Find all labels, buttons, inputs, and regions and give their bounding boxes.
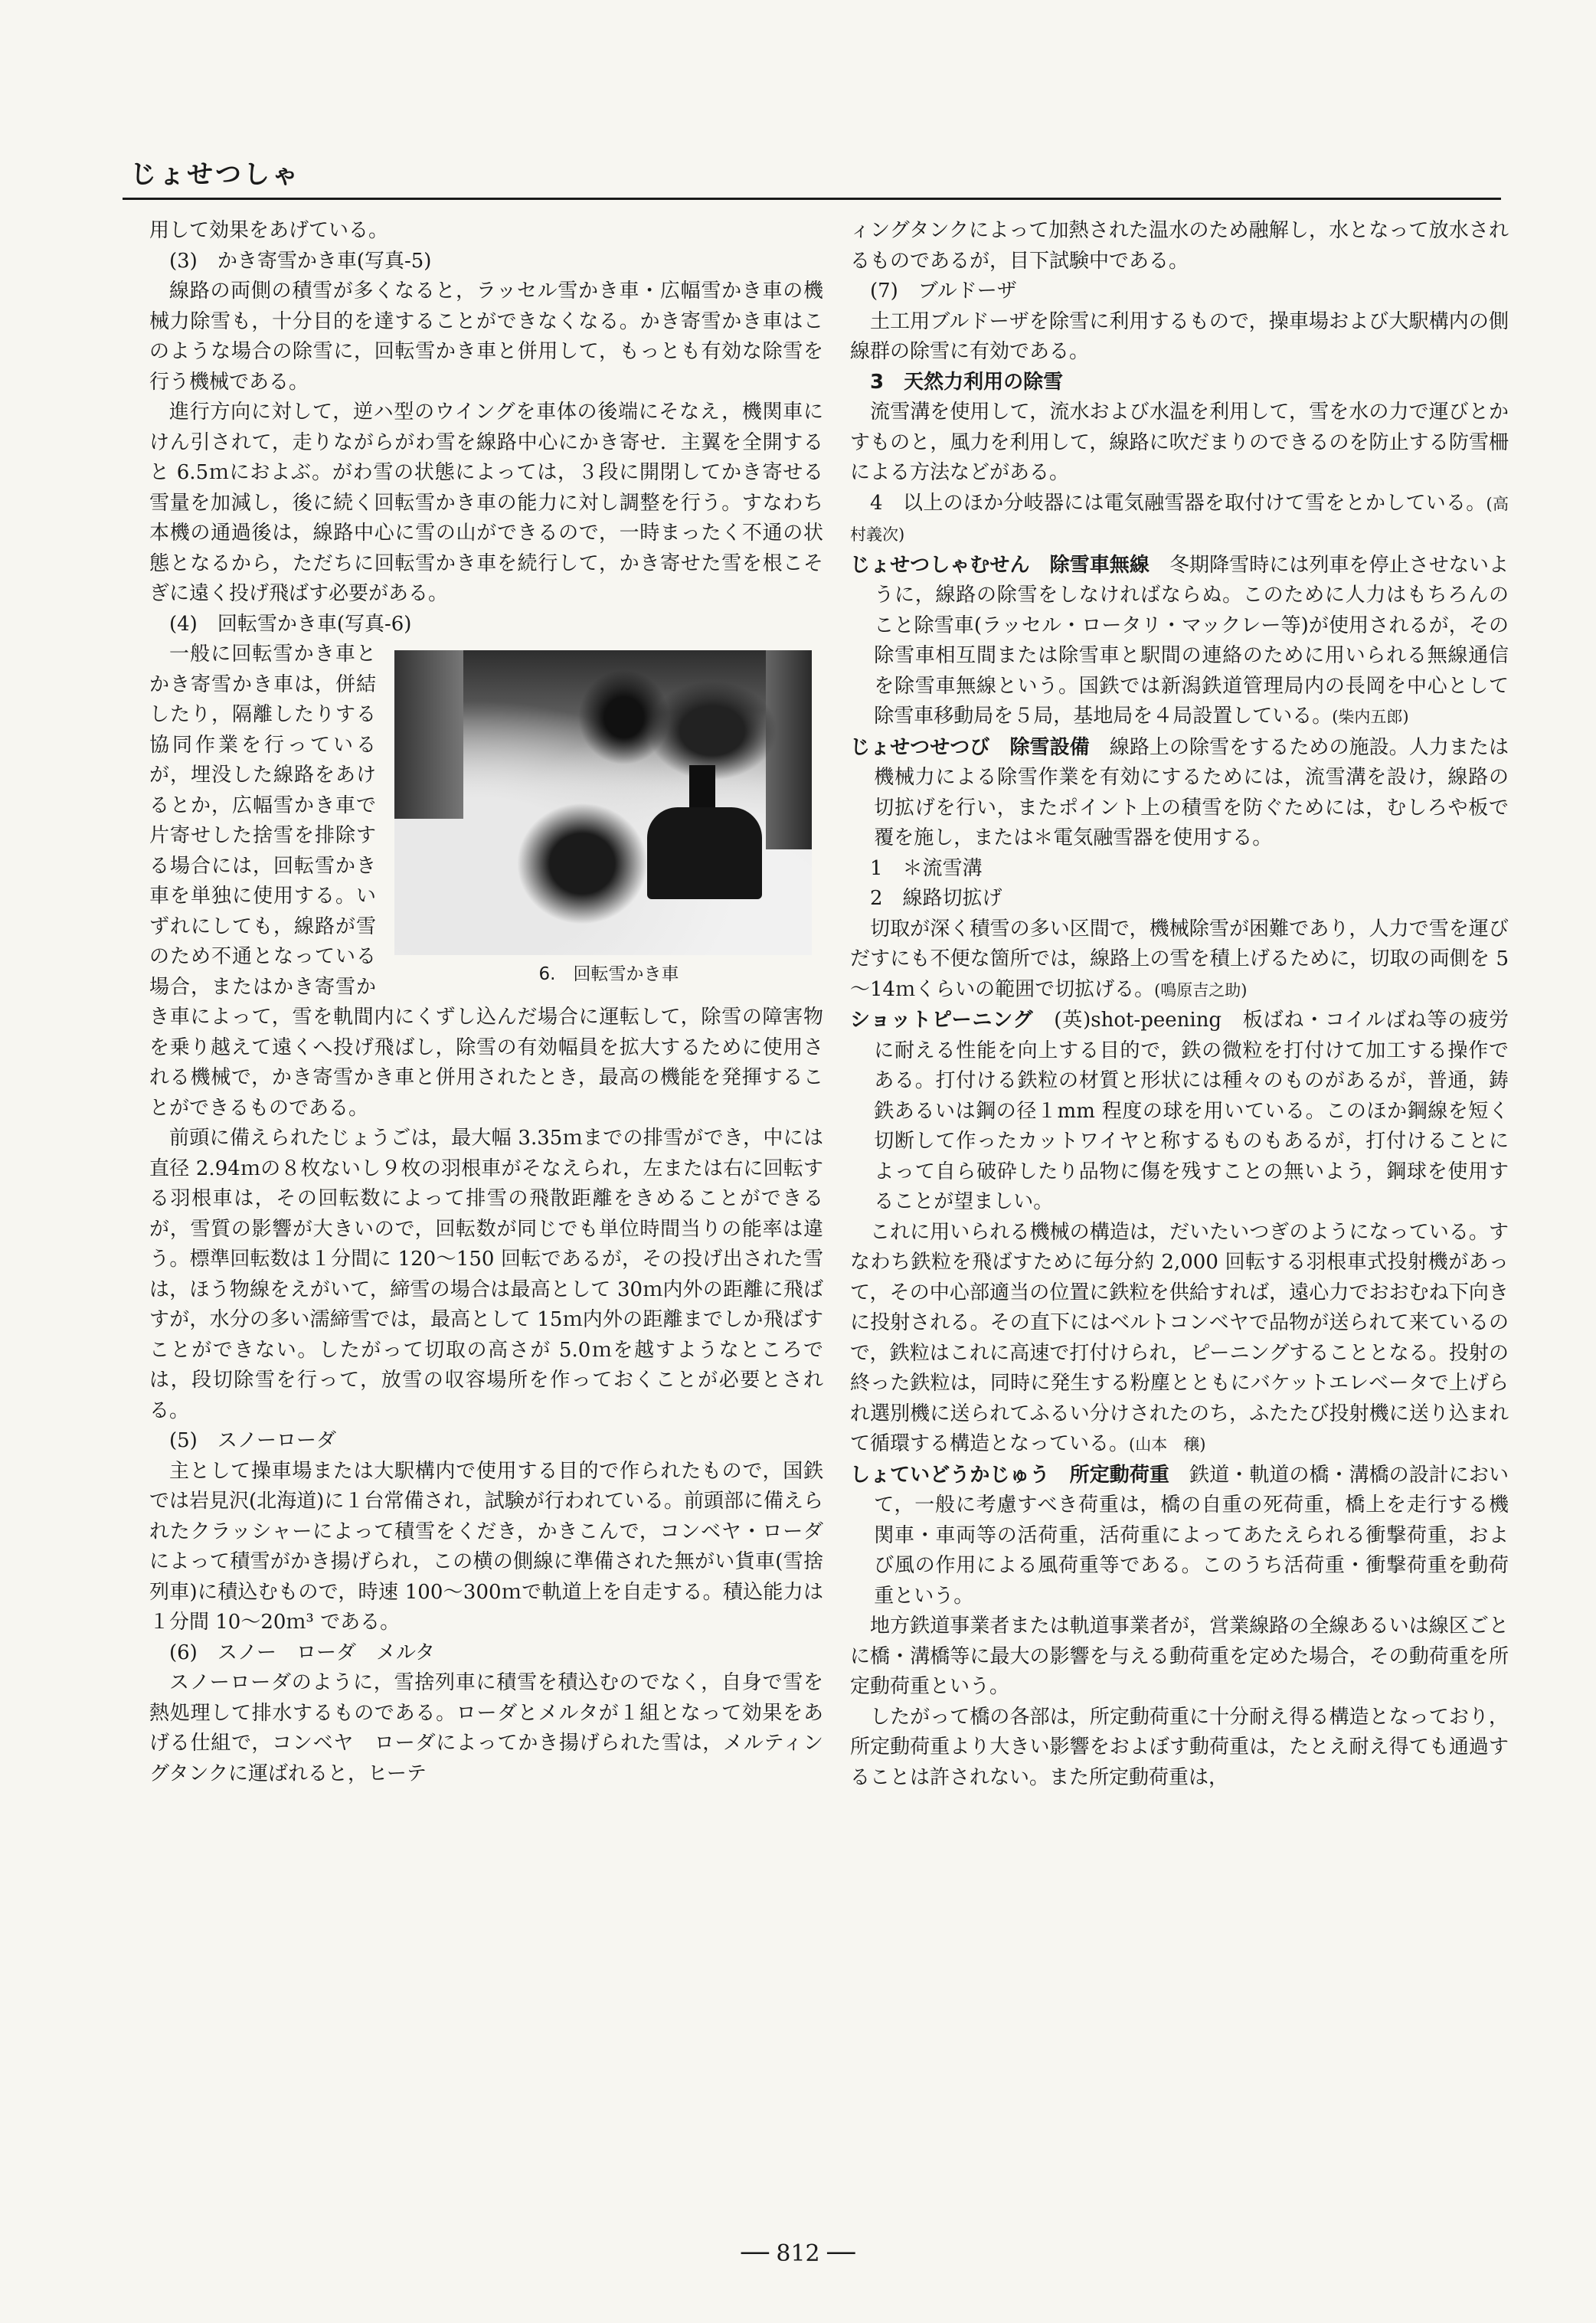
dictionary-entry bbox=[850, 1006, 1509, 1218]
author-credit: (山本 穣) bbox=[1129, 1435, 1206, 1454]
entry-text: 線路上の除雪をするための施設。人力または機械力による除雪作業を有効にするためには，流雪溝を設け，線路の切拡げを行い，またポイント上の積雪を防ぐためには，むしろや板で覆を施し，または＊電気融雪器を使用する。 bbox=[874, 735, 1509, 849]
subsection-heading: (7) ブルドーザ bbox=[870, 280, 1017, 303]
subsection-heading: (6) スノー ローダ メルタ bbox=[169, 1641, 436, 1664]
entry-text: 冬期降雪時には列車を停止させないように，線路の除雪をしなければならぬ。このために人力はもちろんのこと除雪車(ラッセル・ロータリ・マックレー等)が使用されるが，その除雪車相互間または除雪車と駅間の連絡のために用いられる無線通信を除雪車無線という。国鉄では新潟鉄道管理局内の長岡を中心として除雪車移動局を５局，基地局を４局設置している。 bbox=[874, 553, 1509, 728]
running-header: じょせつしゃ bbox=[130, 159, 300, 190]
paragraph: 土工用ブルドーザを除雪に利用するもので，操車場および大駅構内の側線群の除雪に有効である。 bbox=[850, 309, 1509, 363]
paragraph: 進行方向に対して，逆ハ型のウイングを車体の後端にそなえ，機関車にけん引されて，走りながらがわ雪を線路中心にかき寄せ．主翼を全開すると 6.5ｍにおよぶ。がわ雪の状態によっては，３段に開閉してかき寄せる雪量を加減し，後に続く回転雪かき車の能力に対し調整を行う。すなわち本機の通過後は，線路中心に雪の山ができるので，一時まったく不通の状態となるから，ただちに回転雪かき車を続行して，かき寄せた雪を根こそぎに遠く投げ飛ばす必要がある。 bbox=[149, 401, 823, 605]
paragraph: 主として操車場または大駅構内で使用する目的で作られたもので，国鉄では岩見沢(北海道)に１台常備され，試験が行われている。前頭部に備えられたクラッシャーによって積雪をくだき，かきこんで，コンベヤ・ローダによって積雪がかき揚げられ，この横の側線に準備された無がい貨車(雪捨列車)に積込むもので，時速 100～300ｍで軌道上を自走する。積込能力は１分間 10～20ｍ³ である。 bbox=[149, 1459, 823, 1634]
paragraph: 地方鉄道事業者または軌道事業者が，営業線路の全線あるいは線区ごとに橋・溝橋等に最大の影響を与える動荷重を定めた場合，その動荷重を所定動荷重という。 bbox=[850, 1615, 1509, 1698]
paragraph: ィングタンクによって加熱された温水のため融解し，水となって放水されるものであるが，目下試験中である。 bbox=[850, 219, 1509, 273]
author-credit: (柴内五郎) bbox=[1332, 708, 1409, 726]
dictionary-entry bbox=[850, 1461, 1509, 1612]
entry-english: (英)shot-peening bbox=[1054, 1009, 1222, 1032]
paragraph: 流雪溝を使用して，流水および水温を利用して，雪を水の力で運びとかすものと，風力を利用して，線路に吹だまりのできるのを防止する防雪柵による方法などがある。 bbox=[850, 401, 1509, 484]
subsection-heading: (4) 回転雪かき車(写真-6) bbox=[169, 612, 412, 636]
entry-kana: じょせつせつび bbox=[850, 735, 990, 759]
list-item: 1 ＊流雪溝 bbox=[870, 856, 983, 880]
paragraph: 前頭に備えられたじょうごは，最大幅 3.35ｍまでの排雪ができ，中には直径 2.94ｍの８枚ないし９枚の羽根車がそなえられ，左または右に回転する羽根車は，その回転数によって排雪の飛散距離をきめることができるが，雪質の影響が大きいので，回転数が同じでも単位時間当りの能率は違う。標準回転数は１分間に 120～150 回転であるが，その投げ出された雪は，ほう物線をえがいて，締雪の場合は最高として 30ｍ内外の距離に飛ばすが，水分の多い濡締雪では，最高として 15ｍ内外の距離までしか飛ばすことができない。したがって切取の高さが 5.0ｍを越すようなところでは，段切除雪を行って，放雪の収容場所を作っておくことが必要とされる。 bbox=[149, 1127, 823, 1422]
rotary-snowplow-photo bbox=[394, 650, 812, 955]
paragraph: したがって橋の各部は，所定動荷重に十分耐え得る構造となっており，所定動荷重より大きい影響をおよぼす動荷重は，たとえ耐え得ても通過することは許されない。また所定動荷重は， bbox=[850, 1705, 1509, 1789]
paragraph-text: 4 以上のほか分岐器には電気融雪器を取付けて雪をとかしている。 bbox=[870, 491, 1486, 515]
entry-kana: しょていどうかじゅう bbox=[850, 1463, 1050, 1487]
right-column bbox=[850, 216, 1509, 1793]
paragraph: 用して効果をあげている。 bbox=[149, 219, 389, 242]
photo-figure bbox=[394, 650, 823, 990]
page-number: ── 812 ── bbox=[741, 2240, 855, 2267]
author-credit: (高村義次) bbox=[850, 494, 1509, 544]
entry-kanji: 所定動荷重 bbox=[1069, 1463, 1169, 1487]
paragraph bbox=[850, 1218, 1509, 1461]
photo-caption: 6. 回転雪かき車 bbox=[538, 964, 679, 984]
entry-kanji: 除雪設備 bbox=[1009, 735, 1090, 759]
paragraph bbox=[850, 489, 1509, 551]
author-credit: (鳴原吉之助) bbox=[1154, 980, 1248, 1000]
entry-kana: じょせつしゃむせん bbox=[850, 553, 1030, 577]
section-heading: 3 天然力利用の除雪 bbox=[870, 370, 1064, 394]
entry-kana: ショットピーニング bbox=[850, 1009, 1034, 1032]
entry-text: 板ばね・コイルばね等の疲労に耐える性能を向上する目的で，鉄の微粒を打付けて加工する操作である。打付ける鉄粒の材質と形状には種々のものがあるが，普通，鋳鉄あるいは鋼の径１mm 程度の球を用いている。このほか鋼線を短く切断して作ったカットワイヤと称するものもあるが，打付けることによって自ら破砕したり品物に傷を残すことの無いよう，鋼球を使用することが望ましい。 bbox=[874, 1009, 1509, 1213]
paragraph: 一般に回転雪かき車とかき寄雪かき車は，併結したり，隔離したりする協同作業を行っているが，埋没した線路をあけるとか，広幅雪かき車で片寄せした捨雪を排除する場合には，回転雪かき車を単独に使用する。いずれにしても，線路が雪のため不通となっている場合，またはかき寄雪かき車によって，雪を軌間内にくずし込んだ場合に運転して，除雪の障害物を乗り越えて遠くへ投げ飛ばし，除雪の有効幅員を拡大するために使用される機械で，かき寄雪かき車と併用されたとき，最高の機能を発揮することができるものである。 bbox=[149, 643, 823, 1120]
paragraph-text: これに用いられる機械の構造は，だいたいつぎのようになっている。すなわち鉄粒を飛ばすために毎分約 2,000 回転する羽根車式投射機があって，その中心部適当の位置に鉄粒を供給すれば，遠心力でおおむね下向きに投射される。その直下にはベルトコンベヤで品物が送られて来ているので，鉄粒はこれに高速で打付けられ，ピーニングすることとなる。投射の終った鉄粒は，同時に発生する粉塵とともにバケットエレベータで上げられ選別機に送られてふるい分けされたのち，ふたたび投射機に送り込まれて循環する構造となっている。 bbox=[850, 1220, 1509, 1455]
dictionary-entry bbox=[850, 551, 1509, 733]
list-item: 2 線路切拡げ bbox=[870, 887, 1002, 910]
entry-text: 鉄道・軌道の橋・溝橋の設計において，一般に考慮すべき荷重は，橋の自重の死荷重，橋上を走行する機関車・車両等の活荷重，活荷重によってあたえられる衝撃荷重，および風の作用による風荷重等である。このうち活荷重・衝撃荷重を動荷重という。 bbox=[874, 1463, 1509, 1608]
paragraph: スノーローダのように，雪捨列車に積雪を積込むのでなく，自身で雪を熱処理して排水するものである。ローダとメルタが１組となって効果をあげる仕組で，コンベヤ ローダによってかき揚げられた雪は，メルティングタンクに運ばれると，ヒーテ bbox=[149, 1671, 823, 1785]
paragraph bbox=[850, 914, 1509, 1006]
subsection-heading: (5) スノーローダ bbox=[169, 1429, 337, 1452]
paragraph: 線路の両側の積雪が多くなると，ラッセル雪かき車・広幅雪かき車の機械力除雪も，十分目的を達することができなくなる。かき寄雪かき車はこのような場合の除雪に，回転雪かき車と併用して，もっとも有効な除雪を行う機械である。 bbox=[149, 280, 823, 394]
entry-kanji: 除雪車無線 bbox=[1049, 553, 1150, 577]
left-column bbox=[149, 216, 823, 1789]
paragraph-text: 切取が深く積雪の多い区間で，機械除雪が困難であり，人力で雪を運びだすにも不便な箇所では，線路上の雪を積上げるために，切取の両側を 5～14ｍくらいの範囲で切拡げる。 bbox=[850, 917, 1509, 1001]
subsection-heading: (3) かき寄雪かき車(写真-5) bbox=[169, 249, 432, 273]
header-rule bbox=[123, 198, 1501, 200]
dictionary-entry bbox=[850, 733, 1509, 854]
